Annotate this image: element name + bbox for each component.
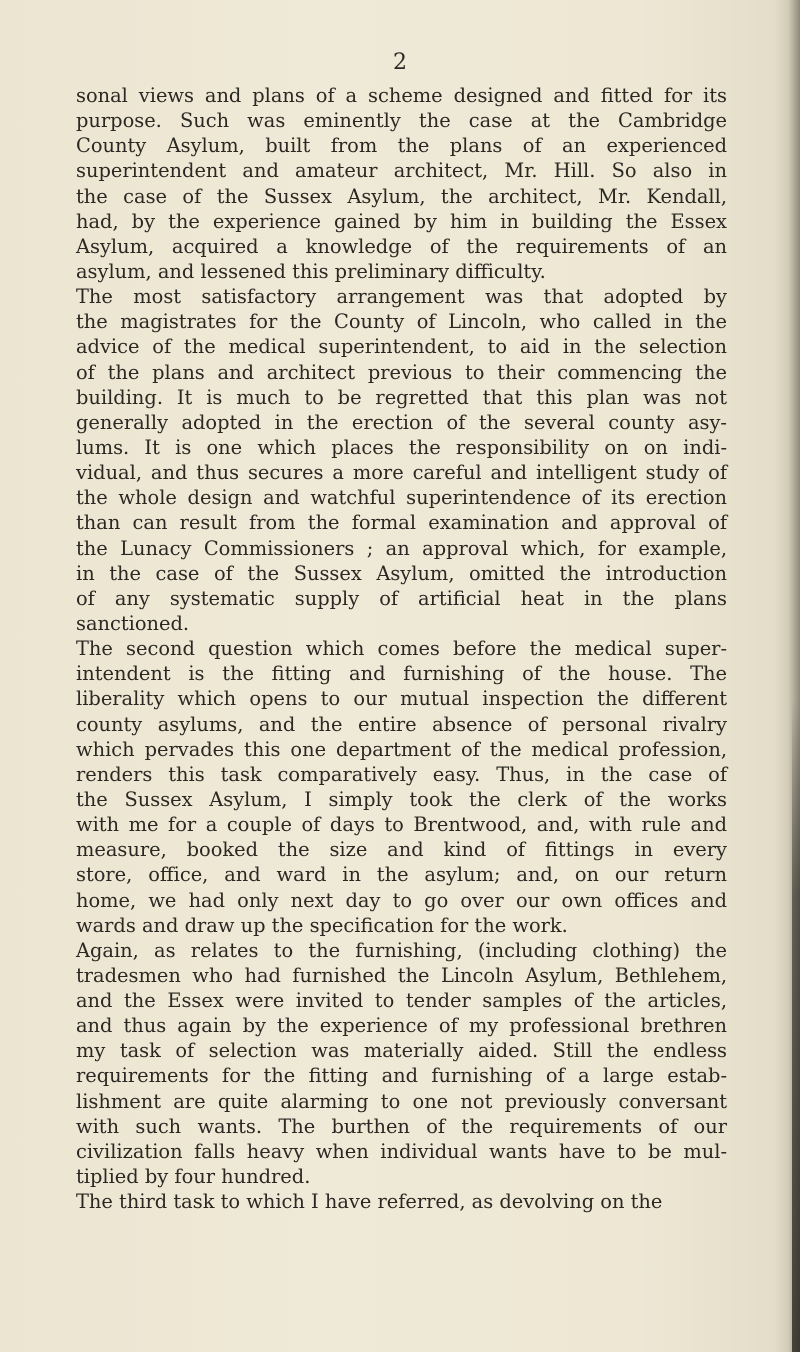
text-line: and the Essex were invited to tender samples of the articles, bbox=[76, 989, 727, 1013]
text-line: measure, booked the size and kind of fittings in every bbox=[76, 838, 727, 862]
text-line: liberality which opens to our mutual inspection the different bbox=[76, 687, 727, 711]
text-line: tiplied by four hundred. bbox=[76, 1165, 311, 1189]
text-line: superintendent and amateur architect, Mr. Hill. So also in bbox=[76, 159, 727, 183]
text-line: The second question which comes before the medical super- bbox=[76, 637, 727, 661]
text-line: building. It is much to be regretted that this plan was not bbox=[76, 385, 727, 409]
text-line: with me for a couple of days to Brentwood, and, with rule and bbox=[76, 813, 727, 837]
text-line: with such wants. The burthen of the requirements of our bbox=[76, 1114, 727, 1138]
text-line: and thus again by the experience of my professional brethren bbox=[76, 1014, 727, 1038]
text-line: purpose. Such was eminently the case at the Cambridge bbox=[76, 109, 727, 133]
text-line: in the case of the Sussex Asylum, omitted the introduction bbox=[76, 561, 727, 585]
text-line: than can result from the formal examination and approval of bbox=[76, 511, 727, 535]
text-line: generally adopted in the erection of the several county asy- bbox=[76, 410, 727, 434]
text-line: sonal views and plans of a scheme designed and fitted for its bbox=[76, 84, 727, 107]
text-line: requirements for the fitting and furnishing of a large estab- bbox=[76, 1064, 727, 1088]
text-line: of any systematic supply of artificial heat in the plans bbox=[76, 586, 727, 610]
text-line: intendent is the fitting and furnishing of the house. The bbox=[76, 662, 727, 686]
text-line: tradesmen who had furnished the Lincoln Asylum, Bethlehem, bbox=[76, 963, 727, 987]
text-line: which pervades this one department of the medical profession, bbox=[76, 737, 727, 761]
text-line: lishment are quite alarming to one not previously conversant bbox=[76, 1089, 727, 1113]
text-line: County Asylum, built from the plans of an experienced bbox=[76, 134, 727, 158]
text-line: of the plans and architect previous to their commencing the bbox=[76, 360, 727, 384]
text-line: county asylums, and the entire absence of personal rivalry bbox=[76, 712, 727, 736]
text-line: the Lunacy Commissioners ; an approval which, for example, bbox=[76, 536, 727, 560]
text-line: lums. It is one which places the responsibility on on indi- bbox=[76, 435, 727, 459]
text-line: vidual, and thus secures a more careful and intelligent study of bbox=[76, 461, 727, 485]
text-line: asylum, and lessened this preliminary difficulty. bbox=[76, 259, 546, 283]
text-line: sanctioned. bbox=[76, 611, 190, 635]
text-line: Asylum, acquired a knowledge of the requirements of an bbox=[76, 234, 727, 258]
text-line: had, by the experience gained by him in building the Essex bbox=[76, 209, 727, 233]
text-line: wards and draw up the specification for the work. bbox=[76, 913, 568, 937]
page-edge-dark bbox=[792, 700, 800, 1352]
text-line: the whole design and watchful superintendence of its erection bbox=[76, 486, 727, 510]
text-line: store, office, and ward in the asylum; and, on our return bbox=[76, 863, 727, 887]
text-line: the case of the Sussex Asylum, the architect, Mr. Kendall, bbox=[76, 184, 727, 208]
text-line: The most satisfactory arrangement was that adopted by bbox=[76, 285, 727, 309]
text-line: renders this task comparatively easy. Thus, in the case of bbox=[76, 762, 727, 786]
text-line: advice of the medical superintendent, to aid in the selection bbox=[76, 335, 727, 359]
text-line: Again, as relates to the furnishing, (including clothing) the bbox=[76, 938, 727, 962]
text-line: The third task to which I have referred, as devolving on the bbox=[76, 1190, 663, 1214]
text-line: home, we had only next day to go over our own offices and bbox=[76, 888, 727, 912]
text-line: my task of selection was materially aided. Still the endless bbox=[76, 1039, 727, 1063]
text-line: civilization falls heavy when individual wants have to be mul- bbox=[76, 1139, 727, 1163]
text-line: the magistrates for the County of Lincoln, who called in the bbox=[76, 310, 727, 334]
body-text bbox=[76, 83, 727, 1214]
text-line: the Sussex Asylum, I simply took the clerk of the works bbox=[76, 787, 727, 811]
page-number: 2 bbox=[393, 50, 407, 75]
